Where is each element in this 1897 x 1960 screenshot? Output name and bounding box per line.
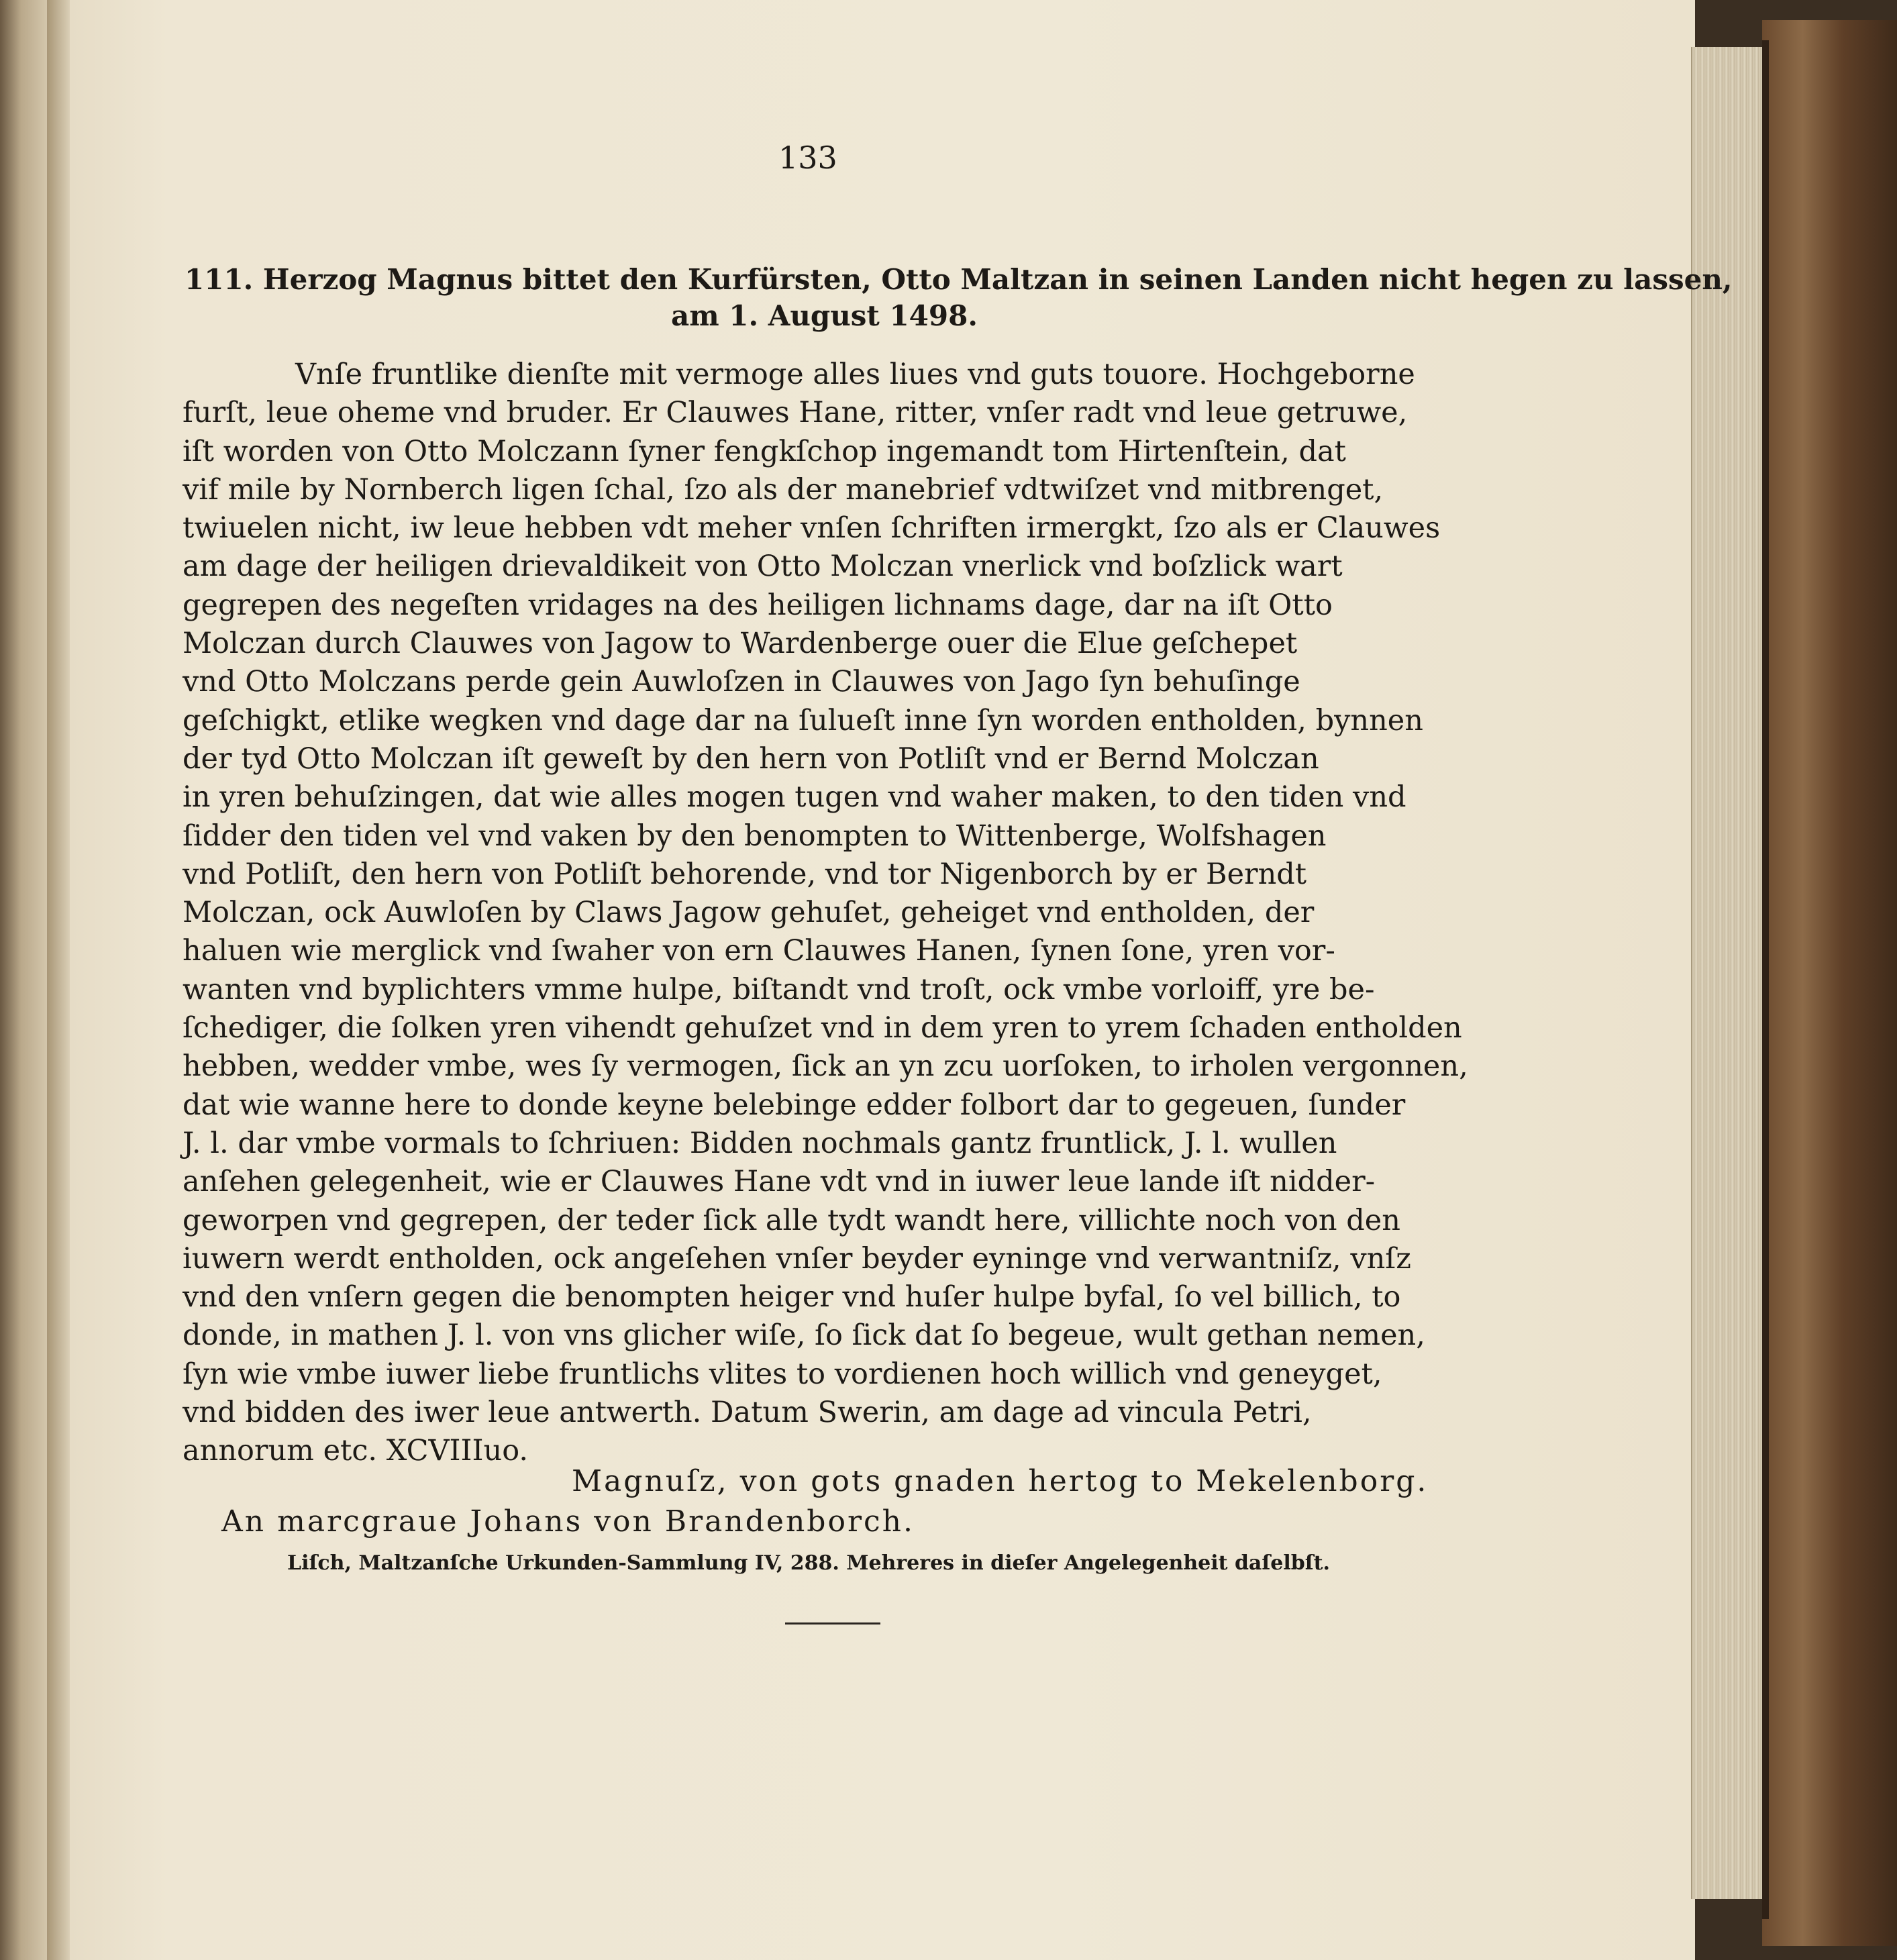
document-heading: 111. Herzog Magnus bittet den Kurfürsten, Otto Maltzan in seinen Landen nicht hegen zu lassen, — [185, 263, 1733, 296]
facing-page-edge — [0, 0, 52, 1960]
body-line: Vnſe fruntlike dienſte mit vermoge alles liues vnd guts touore. Hochgeborne — [295, 358, 1415, 391]
body-line: geworpen vnd gegrepen, der teder ſick alle tydt wandt here, villichte noch von den — [183, 1203, 1400, 1237]
page-number: 133 — [778, 140, 837, 176]
address-line: An marcgraue Johans von Brandenborch. — [221, 1504, 915, 1539]
body-line: vnd den vnſern gegen die benompten heiger vnd huſer hulpe byfal, ſo vel billich, to — [183, 1280, 1401, 1314]
body-line: der tyd Otto Molczan iſt geweſt by den hern von Potliſt vnd er Bernd Molczan — [183, 741, 1319, 776]
body-line: furſt, leue oheme vnd bruder. Er Clauwes Hane, ritter, vnſer radt vnd leue getruwe, — [183, 396, 1408, 430]
body-line: vif mile by Nornberch ligen ſchal, ſzo als der manebrief vdtwiſzet vnd mitbrenget, — [183, 472, 1384, 507]
body-line: gegrepen des negeſten vridages na des heiligen lichnams dage, dar na iſt Otto — [183, 588, 1333, 622]
document-heading-date: am 1. August 1498. — [671, 299, 978, 332]
body-line: iuwern werdt entholden, ock angeſehen vnſer beyder eyninge vnd verwantniſz, vnſz — [183, 1241, 1411, 1276]
letter-body — [183, 356, 1468, 1471]
body-line: iſt worden von Otto Molczann ſyner fengkſchop ingemandt tom Hirtenſtein, dat — [183, 434, 1346, 468]
book-cover — [1762, 20, 1897, 1946]
body-line: geſchigkt, etlike wegken vnd dage dar na ſulueſt inne ſyn worden entholden, bynnen — [183, 703, 1423, 737]
cover-edge — [1762, 40, 1769, 1919]
body-line: vnd bidden des iwer leue antwerth. Datum Swerin, am dage ad vincula Petri, — [183, 1396, 1312, 1430]
body-line: haluen wie merglick vnd ſwaher von ern Clauwes Hanen, ſynen ſone, yren vor- — [183, 934, 1335, 968]
body-line: vnd Potliſt, den hern von Potliſt behorende, vnd tor Nigenborch by er Berndt — [183, 857, 1307, 891]
body-line: ſidder den tiden vel vnd vaken by den benompten to Wittenberge, Wolfshagen — [183, 819, 1327, 853]
body-line: ſchediger, die ſolken yren vihendt gehuſzet vnd in dem yren to yrem ſchaden entholden — [183, 1011, 1462, 1045]
body-line: J. l. dar vmbe vormals to ſchriuen: Bidden nochmals gantz fruntlick, J. l. wullen — [183, 1126, 1337, 1160]
body-line: Molczan, ock Auwloſen by Claws Jagow gehuſet, geheiget vnd entholden, der — [183, 896, 1315, 930]
page-block-edges — [1691, 47, 1766, 1899]
body-line: anſehen gelegenheit, wie er Clauwes Hane vdt vnd in iuwer leue lande iſt nidder- — [183, 1165, 1376, 1199]
body-line: wanten vnd byplichters vmme hulpe, biſtandt vnd troſt, ock vmbe vorloiff, yre be- — [183, 972, 1375, 1007]
section-divider — [785, 1622, 880, 1624]
body-line: in yren behuſzingen, dat wie alles mogen tugen vnd waher maken, to den tiden vnd — [183, 780, 1406, 815]
body-line: twiuelen nicht, iw leue hebben vdt meher vnſen ſchriften irmergkt, ſzo als er Clauwes — [183, 511, 1441, 546]
source-note: Liſch, Maltzanſche Urkunden-Sammlung IV, 288. Mehreres in dieſer Angelegenheit daſelbſt. — [287, 1551, 1330, 1575]
body-line: donde, in mathen J. l. von vns glicher wiſe, ſo ſick dat ſo begeue, wult gethan nemen, — [183, 1319, 1425, 1353]
body-line: annorum etc. XCVIIIuo. — [183, 1434, 529, 1468]
body-line: Molczan durch Clauwes von Jagow to Wardenberge ouer die Elue geſchepet — [183, 627, 1298, 661]
body-line: hebben, wedder vmbe, wes ſy vermogen, ſick an yn zcu uorſoken, to irholen vergonnen, — [183, 1049, 1468, 1084]
signature-line: Magnuſz, von gots gnaden hertog to Mekelenborg. — [572, 1464, 1429, 1498]
body-line: ſyn wie vmbe iuwer liebe fruntlichs vlites to vordienen hoch willich vnd geneyget, — [183, 1357, 1382, 1391]
body-line: vnd Otto Molczans perde gein Auwloſzen in Clauwes von Jago ſyn behuſinge — [183, 665, 1300, 699]
body-line: am dage der heiligen drievaldikeit von Otto Molczan vnerlick vnd boſzlick wart — [183, 550, 1343, 584]
body-line: dat wie wanne here to donde keyne belebinge edder folbort dar to gegeuen, ſunder — [183, 1088, 1406, 1122]
